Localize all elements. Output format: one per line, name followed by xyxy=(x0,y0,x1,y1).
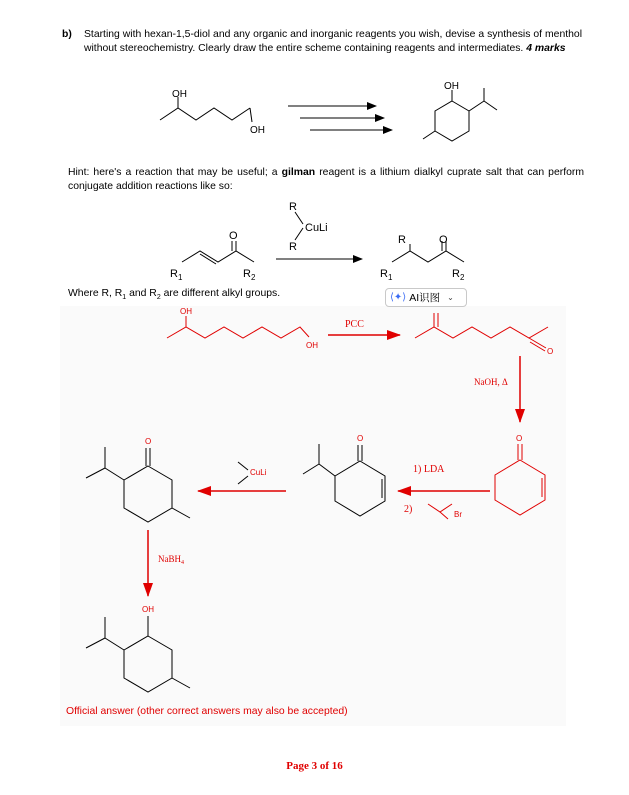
product-r1: $R_1$ xyxy=(380,268,393,282)
diol-oh-left: OH xyxy=(172,89,187,100)
substituted-enone-structure xyxy=(303,444,385,516)
multi-step-arrows xyxy=(288,106,392,130)
page-number: Page 3 of 16 xyxy=(286,760,343,772)
answer-diol-oh-end: OH xyxy=(306,341,318,350)
gilman-reagent-structure xyxy=(295,212,303,240)
cyclohexenone-structure xyxy=(495,444,545,515)
product-o: O xyxy=(439,234,448,246)
question-marks: 4 marks xyxy=(526,43,566,54)
menthol-final-oh: OH xyxy=(142,605,154,614)
gilman-culi: CuLi xyxy=(305,222,328,234)
diol-oh-right: OH xyxy=(250,125,265,136)
enone-r2: $R_2$ xyxy=(243,268,256,282)
enone-structure xyxy=(182,241,254,264)
gilman-r-bottom: R xyxy=(289,241,297,253)
menthone-o: O xyxy=(145,437,152,446)
hint-bold: gilman xyxy=(281,167,316,178)
substituted-enone-o: O xyxy=(357,434,364,443)
answer-diol xyxy=(167,316,309,338)
question-text: Starting with hexan-1,5-diol and any organic and inorganic reagents you wish, devise a synthesis of menthol without stereochemistry. Clearly draw the entire scheme containing reagents and intermediates. xyxy=(84,29,582,54)
cuprate-culi: CuLi xyxy=(250,468,267,477)
hint-suffix: reagent is a lithium dialkyl cuprate salt that can perform conjugate addition reactions like so: xyxy=(68,167,584,192)
menthone-structure xyxy=(86,447,190,522)
hexanediol-structure xyxy=(160,97,252,122)
keto-aldehyde-structure xyxy=(415,313,548,351)
ai-button-label: AI识图 xyxy=(409,292,441,304)
methyl-cuprate-structure xyxy=(238,462,248,484)
menthol-target-structure xyxy=(423,88,497,141)
product-r: R xyxy=(398,234,406,246)
hint-prefix: Hint: here's a reaction that may be useful; a xyxy=(68,167,282,178)
lda-step: 1) LDA xyxy=(413,464,445,475)
enone-r1: $R_1$ xyxy=(170,268,183,282)
ai-sparkle-icon: ⟨✦⟩ xyxy=(390,292,407,303)
cyclohexenone-o: O xyxy=(516,434,523,443)
pcc-label: PCC xyxy=(345,319,364,330)
enone-o: O xyxy=(229,230,238,242)
menthol-final-structure xyxy=(86,616,190,692)
naoh-label: NaOH, Δ xyxy=(474,377,508,387)
chevron-down-icon: ⌄ xyxy=(447,293,454,302)
bromide-br: Br xyxy=(454,510,462,519)
menthol-target-oh: OH xyxy=(444,81,459,92)
official-answer-note: Official answer (other correct answers may also be accepted) xyxy=(66,706,348,717)
answer-diol-oh: OH xyxy=(180,307,192,316)
step2-label: 2) xyxy=(404,504,413,515)
isopropyl-bromide-structure xyxy=(428,504,452,519)
question-label: b) xyxy=(62,29,72,40)
gilman-r-top: R xyxy=(289,201,297,213)
aldehyde-o: O xyxy=(547,347,554,356)
where-text: Where R, $R_1$ and $R_2$ are different alkyl groups. xyxy=(68,288,281,302)
product-r2: $R_2$ xyxy=(452,268,465,282)
nabh4-label: NaBH$_4$ xyxy=(158,554,184,566)
